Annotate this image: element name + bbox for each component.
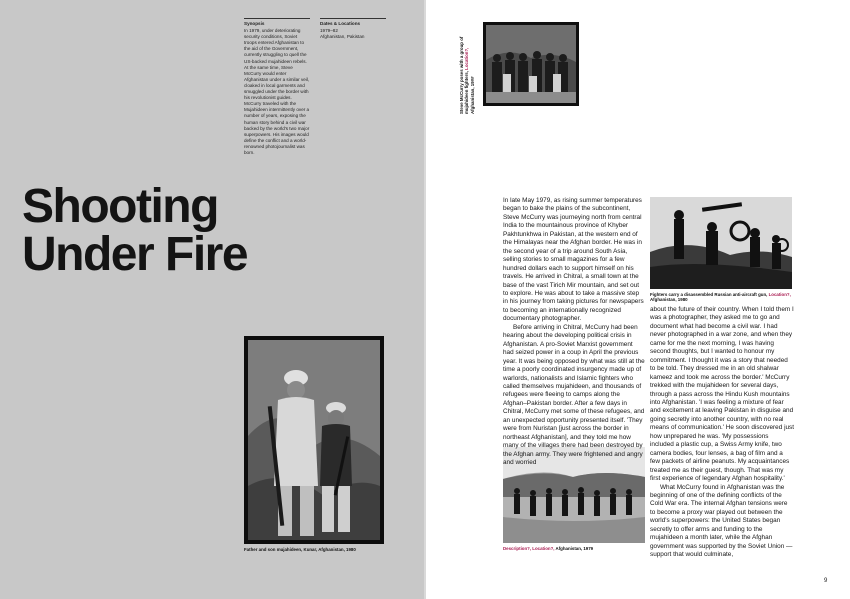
dates-locations-heading: Dates & Locations (320, 21, 361, 26)
spine-gutter (424, 0, 426, 599)
march-caption (503, 546, 645, 551)
father-son-photo (244, 336, 384, 544)
title-line-2: Under Fire (22, 228, 248, 281)
father-son-caption-text: Father and son mujahideen, Kunar, Afghanistan, 1980 (244, 547, 356, 552)
dates-locations-block (320, 18, 386, 40)
group-caption-rest: Afghanistan, 19## (469, 76, 475, 114)
group-caption-location: Location?, (464, 47, 470, 70)
title-line-1: Shooting (22, 180, 218, 233)
dates-value: 1979–82 (320, 28, 338, 34)
dates-rule (320, 18, 386, 19)
march-caption-rest: Afghanistan, 1979 (554, 546, 594, 551)
group-photo (483, 22, 579, 106)
chapter-title (22, 180, 248, 281)
article-column-1 (503, 197, 645, 468)
group-caption-bold: Steve McCurry poses with a group of mujahideen fighters, (459, 36, 470, 114)
page-number: 9 (824, 578, 828, 584)
fighters-caption (650, 292, 792, 303)
article-paragraph-4: What McCurry found in Afghanistan was the beginning of one of the defining conflicts of the Cold War era. The internal Afghan tensions were to become a proxy war played out between the world's superpowers: the United States began secretly to offer arms and funding to the mujahideen a month later, while the Afghan government was supported by the Soviet Union — support that would culminate, (650, 483, 793, 559)
fighters-photo (650, 197, 792, 289)
father-son-caption (244, 547, 404, 552)
synopsis-heading: Synopsis (244, 21, 265, 26)
synopsis-rule (244, 18, 310, 19)
fighters-caption-rest: Afghanistan, 1980 (650, 297, 688, 303)
article-paragraph-1: In late May 1979, as rising summer temperatures began to bake the plains of the subcontinent, Steve McCurry was journeying north from central India to the mountainous province of Khyber Pakhtunkhwa in Pakistan, at the western end of the Himalayas near the Afghan border. He was in the second year of a trip around South Asia, selling stories to small magazines for a few hundred dollars each to support himself on his travels. He arrived in Chitral, a small town at the base of the vast Tirich Mir mountain, and set out to explore. He was about to take a massive step in his journey from taking pictures for newspapers to becoming an internationally recognized documentary photographer. (503, 197, 644, 323)
synopsis-block (244, 18, 310, 156)
article-column-2 (650, 306, 794, 560)
fighters-caption-bold: Fighters carry a disassembled Russian anti-aircraft gun, (650, 292, 769, 297)
march-caption-accent: Description?, Location?, (503, 546, 555, 551)
group-photo-caption (459, 24, 479, 114)
locations-value: Afghanistan, Pakistan (320, 34, 365, 40)
fighters-caption-location: Location?, (768, 292, 791, 297)
article-paragraph-3: about the future of their country. When I told them I was a photographer, they asked me to go and document what had become a civil war. I had never photographed in a war zone, and when they came for me the next morning, I was having second thoughts, but I wanted to honour my commitment. I thought it was a story that needed to be told. They dressed me in an old shalwar kameez and took me across the border.' McCurry trekked with the mujahideen for several days, through a pass across the Hindu Kush mountains into Afghanistan. 'I was feeling a mixture of fear and excitement at leaving Pakistan in disguise and going secretly into another country, with no real means of communication.' He soon discovered just how unprepared he was. 'My possessions included a plastic cup, a Swiss Army knife, two camera bodies, four lenses, a bag of film and a few packets of airline peanuts. My acquaintances treated me as their guest, though. That was my first experience of legendary Afghan hospitality.' (650, 306, 795, 483)
synopsis-text: In 1979, under deteriorating security conditions, Soviet troops entered Afghanistan to the aid of the Government, currently struggling to quell the US-backed mujahideen rebels. At the same time, Steve McCurry would enter Afghanistan under a similar veil, cloaked in local garments and smuggled under the border with his revolutionist guides. McCurry traveled with the Mujahideen intermittently over a number of years, exposing the human story behind a civil war backed by the world's two major superpowers. His images would define the conflict and a world-renowned photojournalist was born. (244, 28, 310, 155)
article-paragraph-2: Before arriving in Chitral, McCurry had been hearing about the developing political crisis in Afghanistan. A pro-Soviet Marxist government had seized power in a coup in April the previous year. It was being opposed by what was still at the time a poorly coordinated insurgency made up of warlords, nationalists and Islamic fighters who called themselves mujahideen, and thousands of refugees were fleeing to camps along the Afghan–Pakistan border. After a few days in Chitral, McCurry met some of these refugees, and an unexpected opportunity presented itself. 'They were from Nuristan [just across the border in northeast Afghanistan], and they told me how many of the villages there had been destroyed by the Afghan army. They were frightened and angry and worried (503, 323, 645, 467)
